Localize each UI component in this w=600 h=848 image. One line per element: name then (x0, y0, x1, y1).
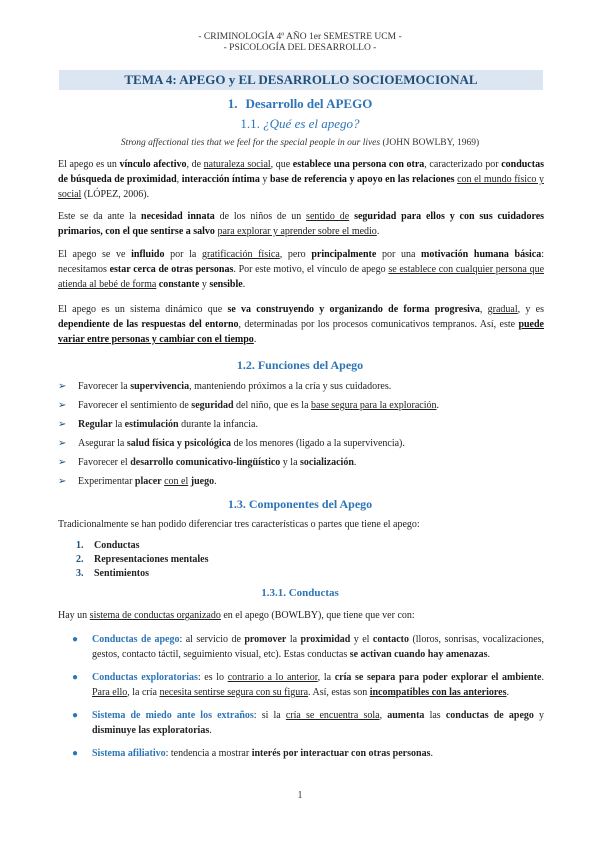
list-item: 1. Conductas (76, 540, 140, 551)
list-item: 3. Sentimientos (76, 568, 149, 579)
arrow-right-icon: ➢ (58, 457, 67, 468)
dot-icon: ● (72, 634, 79, 645)
section-1-title: Desarrollo del APEGO (245, 96, 373, 111)
section-1-1-heading (0, 116, 600, 132)
list-item: 2. Representaciones mentales (76, 554, 209, 565)
list-item: ➢ Favorecer el sentimiento de seguridad del niño, que es la base segura para la exploración. (58, 396, 544, 415)
functions-list (58, 377, 544, 491)
section-1-1-number: 1.1. (240, 116, 260, 131)
list-item: ● Sistema afiliativo: tendencia a mostrar interés por interactuar con otras personas. (72, 748, 433, 759)
list-item: ● Conductas exploratorias: es lo contrario a lo anterior, la cría se separa para poder explorar el ambiente. Para ello, la cría necesita sentirse segura con su figura. Así, estas son incompatibles con las anteriores. (72, 672, 544, 698)
arrow-right-icon: ➢ (58, 419, 67, 430)
arrow-right-icon: ➢ (58, 438, 67, 449)
dot-icon: ● (72, 672, 79, 683)
paragraph-dynamic-system: El apego es un sistema dinámico que se va construyendo y organizando de forma progresiva, gradual, y es dependiente de las respuestas del entorno, determinadas por los procesos comunicativos tempranos. Así, este puede variar entre personas y cambiar con el tiempo. (58, 304, 544, 345)
components-list (76, 539, 209, 581)
list-item: ➢ Regular la estimulación durante la infancia. (58, 415, 544, 434)
list-item: ● Sistema de miedo ante los extraños: si la cría se encuentra sola, aumenta las conductas de apego y disminuye las exploratorias. (72, 710, 545, 736)
bowlby-quote (0, 138, 600, 148)
arrow-right-icon: ➢ (58, 476, 67, 487)
dot-icon: ● (72, 748, 79, 759)
page-number: 1 (297, 790, 303, 801)
paragraph-motivation: El apego se ve influido por la gratificación física, pero principalmente por una motivación humana básica: necesitamos estar cerca de otras personas. Por este motivo, el vínculo de apego se establece con cualquier persona que atienda al bebé de forma constante y sensible. (58, 249, 545, 290)
quote-text: Strong affectional ties that we feel for the special people in our lives (120, 138, 381, 148)
list-item: ➢ Asegurar la salud física y psicológica de los menores (ligado a la supervivencia). (58, 434, 544, 453)
section-1-number: 1. (227, 96, 238, 111)
paragraph-behaviors-intro: Hay un sistema de conductas organizado en el apego (BOWLBY), que tiene que ver con: (58, 610, 415, 621)
arrow-right-icon: ➢ (58, 400, 67, 411)
list-item: ➢ Favorecer la supervivencia, manteniendo próximos a la cría y sus cuidadores. (58, 377, 544, 396)
section-1-heading (0, 96, 600, 112)
header-line-2: - PSICOLOGÍA DEL DESARROLLO - (223, 43, 377, 53)
section-1-3-1-heading: 1.3.1. Conductas (261, 587, 339, 599)
paragraph-innate-need: Este se da ante la necesidad innata de los niños de un sentido de seguridad para ellos y con sus cuidadores primarios, con el que sentirse a salvo para explorar y aprender sobre el medio. (58, 211, 545, 237)
arrow-right-icon: ➢ (58, 381, 67, 392)
list-item: ➢ Experimentar placer con el juego. (58, 472, 544, 491)
dot-icon: ● (72, 710, 79, 721)
paragraph-components-intro: Tradicionalmente se han podido diferenciar tres características o partes que tiene el apego: (58, 519, 420, 530)
list-item: ● Conductas de apego: al servicio de promover la proximidad y el contacto (lloros, sonrisas, vocalizaciones, gestos, contacto táctil, seguimiento visual, etc). Estas conductas se activan cuando hay amenazas. (72, 634, 545, 660)
section-1-1-title: ¿Qué es el apego? (263, 116, 360, 131)
document-title: TEMA 4: APEGO y EL DESARROLLO SOCIOEMOCIONAL (59, 70, 543, 90)
section-1-2-heading: 1.2. Funciones del Apego (236, 358, 364, 372)
section-1-3-heading: 1.3. Componentes del Apego (227, 497, 373, 511)
paragraph-apego-definition: El apego es un vínculo afectivo, de naturaleza social, que establece una persona con otra, caracterizado por conductas de búsqueda de proximidad, interacción íntima y base de referencia y apoyo en las relaciones con el mundo físico y social (LÓPEZ, 2006). (58, 159, 544, 200)
quote-citation: (JOHN BOWLBY, 1969) (382, 138, 480, 148)
behaviors-list (58, 632, 544, 761)
header-line-1: - CRIMINOLOGÍA 4º AÑO 1er SEMESTRE UCM - (198, 32, 402, 42)
page-header (0, 32, 600, 54)
list-item: ➢ Favorecer el desarrollo comunicativo-lingüístico y la socialización. (58, 453, 544, 472)
